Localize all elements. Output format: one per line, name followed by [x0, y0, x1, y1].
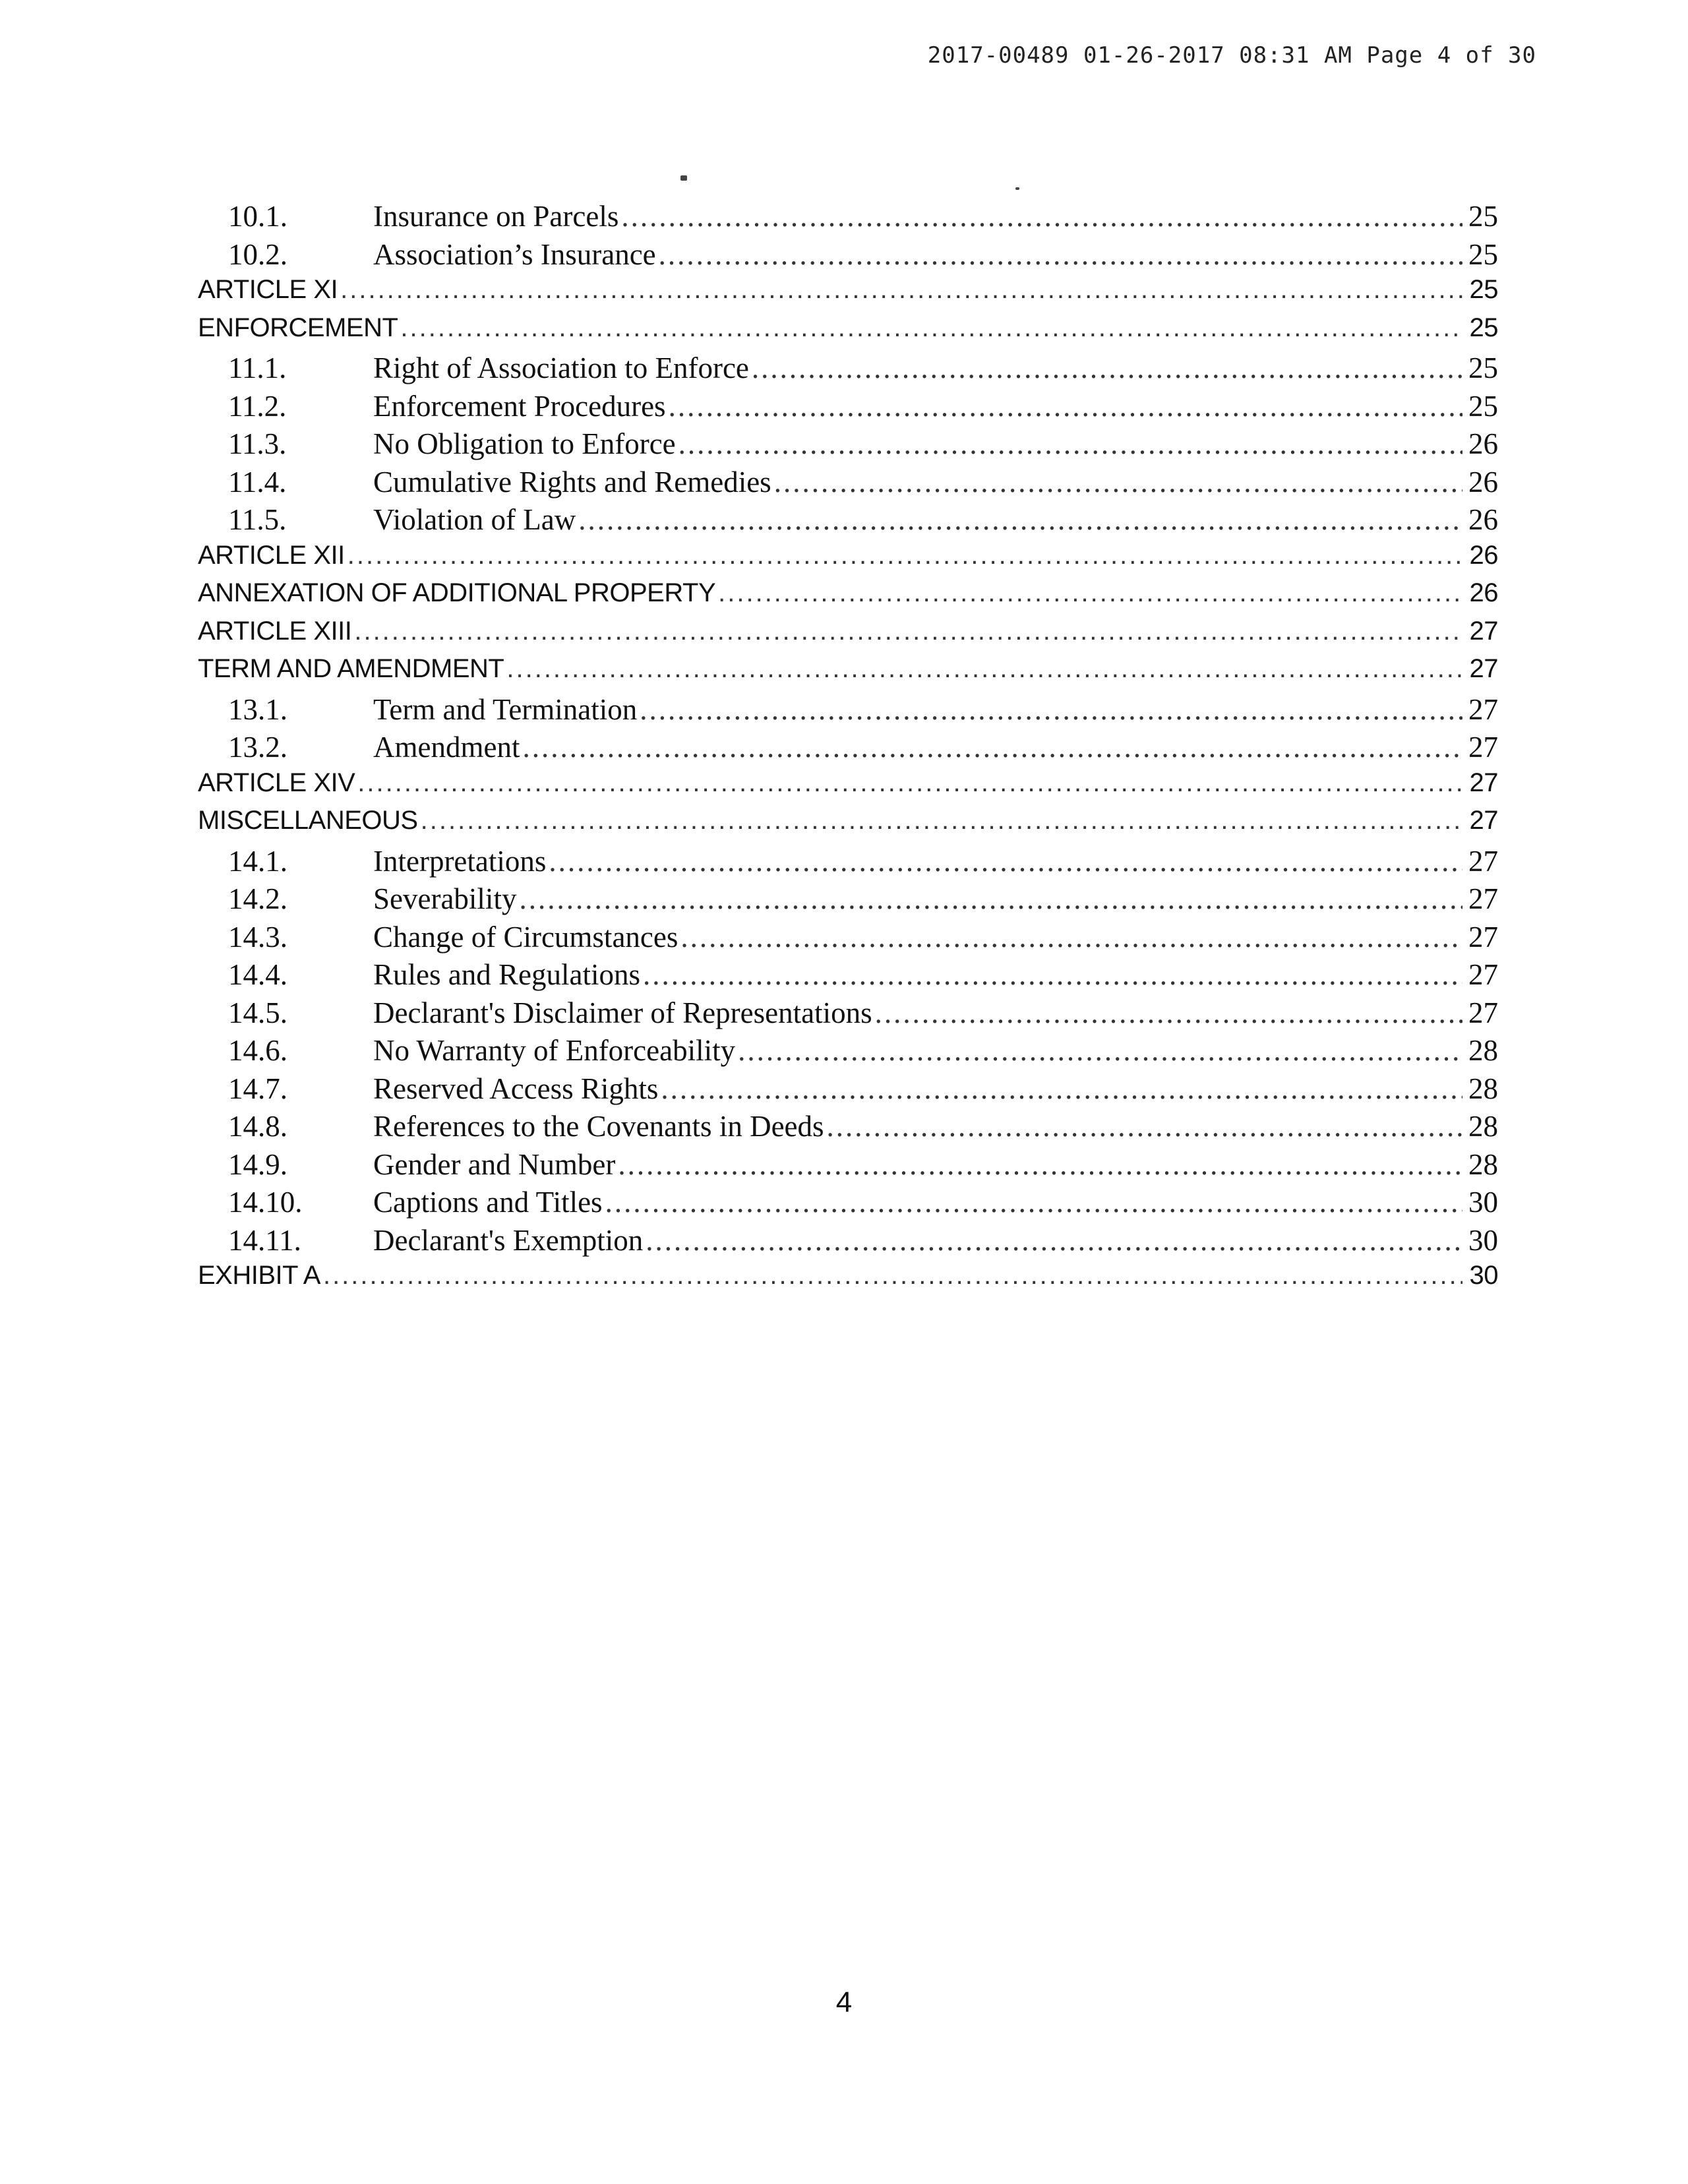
- toc-entry: [198, 541, 1498, 579]
- toc-entry-page: 27: [1468, 692, 1498, 726]
- toc-entry-number: 11.5.: [228, 503, 287, 536]
- toc-entry-number: 14.5.: [228, 996, 287, 1029]
- toc-entry-number: 14.1.: [228, 844, 287, 878]
- dot-leader: [659, 237, 1462, 272]
- toc-entry-page: 28: [1468, 1147, 1498, 1181]
- dot-leader: [661, 1072, 1462, 1106]
- dot-leader: [323, 1261, 1462, 1290]
- toc-entry-title: ARTICLE XII: [198, 540, 345, 570]
- dot-leader: [522, 730, 1462, 764]
- toc-entry-page: 27: [1468, 958, 1498, 991]
- toc-entry: [198, 313, 1498, 351]
- toc-entry-page: 25: [1468, 200, 1498, 233]
- toc-entry-title: EXHIBIT A: [198, 1261, 320, 1290]
- toc-entry-title: Captions and Titles: [373, 1186, 603, 1219]
- toc-entry: [198, 427, 1498, 465]
- toc-entry-title: Amendment: [373, 731, 520, 764]
- toc-entry: [198, 957, 1498, 996]
- toc-entry: [198, 1109, 1498, 1147]
- toc-entry-number: 11.4.: [228, 465, 287, 499]
- toc-entry-title: References to the Covenants in Deeds: [373, 1110, 824, 1143]
- toc-entry-page: 27: [1468, 844, 1498, 878]
- toc-entry-page: 27: [1469, 768, 1498, 797]
- dot-leader: [752, 351, 1462, 385]
- toc-entry-title: Association’s Insurance: [373, 237, 656, 271]
- toc-entry-title: Change of Circumstances: [373, 920, 678, 954]
- toc-entry-title: ARTICLE XIII: [198, 616, 352, 646]
- toc-entry-title: Gender and Number: [373, 1147, 616, 1181]
- dot-leader: [347, 541, 1462, 570]
- dot-leader: [605, 1185, 1462, 1219]
- toc-entry-page: 25: [1469, 313, 1498, 342]
- toc-entry: [198, 578, 1498, 617]
- toc-entry-title: Violation of Law: [373, 503, 576, 536]
- dot-leader: [357, 768, 1462, 798]
- dot-leader: [640, 692, 1462, 727]
- dot-leader: [875, 996, 1462, 1030]
- toc-entry-title: MISCELLANEOUS: [198, 806, 418, 835]
- dot-leader: [718, 578, 1462, 608]
- toc-entry-number: 14.9.: [228, 1147, 287, 1181]
- toc-entry: [198, 1072, 1498, 1110]
- toc-entry-number: 11.2.: [228, 389, 287, 423]
- toc-entry: [198, 768, 1498, 806]
- toc-entry-page: 27: [1468, 731, 1498, 764]
- toc-entry-number: 13.2.: [228, 731, 287, 764]
- toc-entry-page: 30: [1469, 1261, 1498, 1290]
- toc-entry-page: 27: [1468, 920, 1498, 954]
- toc-entry-title: Interpretations: [373, 844, 547, 878]
- toc-entry-title: TERM AND AMENDMENT: [198, 654, 504, 683]
- scan-artifact: [1015, 187, 1019, 190]
- toc-entry-page: 30: [1468, 1223, 1498, 1257]
- toc-entry: [198, 654, 1498, 692]
- toc-entry: [198, 844, 1498, 882]
- toc-entry-title: Term and Termination: [373, 692, 638, 726]
- dot-leader: [578, 502, 1462, 537]
- dot-leader: [519, 882, 1462, 916]
- toc-entry-page: 26: [1469, 578, 1498, 607]
- toc-entry-number: 13.1.: [228, 692, 287, 726]
- toc-entry: [198, 275, 1498, 313]
- toc-entry: [198, 806, 1498, 844]
- scan-artifact: [680, 175, 687, 181]
- dot-leader: [354, 617, 1462, 646]
- toc-entry-number: 14.6.: [228, 1034, 287, 1067]
- toc-entry-page: 26: [1468, 503, 1498, 536]
- toc-entry-page: 26: [1469, 540, 1498, 570]
- toc-entry-page: 25: [1469, 275, 1498, 304]
- toc-entry-page: 30: [1468, 1186, 1498, 1219]
- toc-entry: [198, 1147, 1498, 1186]
- toc-entry: [198, 1033, 1498, 1072]
- dot-leader: [400, 313, 1462, 343]
- dot-leader: [774, 465, 1462, 499]
- toc-entry-page: 28: [1468, 1072, 1498, 1105]
- dot-leader: [340, 275, 1462, 305]
- dot-leader: [646, 1223, 1462, 1258]
- toc-entry-number: 11.3.: [228, 427, 287, 460]
- toc-entry-title: ENFORCEMENT: [198, 313, 398, 342]
- dot-leader: [506, 654, 1462, 684]
- toc-entry-page: 28: [1468, 1034, 1498, 1067]
- toc-entry: [198, 730, 1498, 768]
- toc-entry-title: Enforcement Procedures: [373, 389, 666, 423]
- toc-entry: [198, 389, 1498, 427]
- toc-entry-title: Declarant's Disclaimer of Representations: [373, 996, 872, 1029]
- toc-entry: [198, 1261, 1498, 1299]
- toc-entry-number: 14.3.: [228, 920, 287, 954]
- toc-entry-number: 14.2.: [228, 882, 287, 915]
- toc-entry-number: 10.1.: [228, 200, 287, 233]
- toc-entry-title: Rules and Regulations: [373, 958, 640, 991]
- toc-entry-page: 27: [1469, 806, 1498, 835]
- toc-entry-title: ARTICLE XIV: [198, 768, 355, 797]
- toc-entry-title: Right of Association to Enforce: [373, 351, 749, 384]
- toc-entry-title: No Warranty of Enforceability: [373, 1034, 736, 1067]
- toc-entry: [198, 617, 1498, 655]
- toc-entry: [198, 1223, 1498, 1261]
- dot-leader: [827, 1109, 1462, 1143]
- toc-entry-page: 27: [1468, 996, 1498, 1029]
- fax-header-stamp: 2017-00489 01-26-2017 08:31 AM Page 4 of 30: [927, 42, 1536, 69]
- toc-entry: [198, 465, 1498, 503]
- toc-entry-page: 25: [1468, 351, 1498, 384]
- toc-entry-title: Cumulative Rights and Remedies: [373, 465, 771, 499]
- toc-entry-page: 26: [1468, 427, 1498, 460]
- dot-leader: [738, 1033, 1462, 1068]
- dot-leader: [421, 806, 1462, 835]
- toc-entry: [198, 237, 1498, 276]
- toc-entry: [198, 882, 1498, 920]
- dot-leader: [680, 920, 1462, 954]
- toc-entry: [198, 692, 1498, 731]
- toc-entry-page: 27: [1469, 616, 1498, 646]
- toc-entry-page: 27: [1469, 654, 1498, 683]
- dot-leader: [549, 844, 1462, 878]
- toc-entry-page: 26: [1468, 465, 1498, 499]
- table-of-contents: [198, 199, 1498, 1299]
- toc-entry-number: 14.7.: [228, 1072, 287, 1105]
- toc-entry-title: Declarant's Exemption: [373, 1223, 644, 1257]
- toc-entry: [198, 199, 1498, 237]
- toc-entry-title: Severability: [373, 882, 517, 915]
- toc-entry: [198, 920, 1498, 958]
- dot-leader: [669, 389, 1462, 423]
- toc-entry-number: 14.11.: [228, 1223, 301, 1257]
- toc-entry: [198, 351, 1498, 389]
- toc-entry: [198, 996, 1498, 1034]
- toc-entry-number: 14.4.: [228, 958, 287, 991]
- toc-entry-number: 14.8.: [228, 1110, 287, 1143]
- toc-entry-title: No Obligation to Enforce: [373, 427, 676, 460]
- toc-entry-number: 10.2.: [228, 237, 287, 271]
- toc-entry-title: Insurance on Parcels: [373, 200, 619, 233]
- toc-entry-number: 14.10.: [228, 1186, 303, 1219]
- toc-entry-title: ARTICLE XI: [198, 275, 338, 304]
- toc-entry-page: 28: [1468, 1110, 1498, 1143]
- toc-entry-page: 25: [1468, 237, 1498, 271]
- dot-leader: [678, 427, 1462, 461]
- dot-leader: [618, 1147, 1462, 1182]
- dot-leader: [621, 199, 1462, 233]
- page-number: 4: [835, 1986, 853, 2018]
- toc-entry-title: ANNEXATION OF ADDITIONAL PROPERTY: [198, 578, 716, 607]
- dot-leader: [643, 957, 1462, 992]
- toc-entry-page: 25: [1468, 389, 1498, 423]
- toc-entry-title: Reserved Access Rights: [373, 1072, 659, 1105]
- toc-entry: [198, 502, 1498, 541]
- toc-entry: [198, 1185, 1498, 1223]
- toc-entry-page: 27: [1468, 882, 1498, 915]
- toc-entry-number: 11.1.: [228, 351, 287, 384]
